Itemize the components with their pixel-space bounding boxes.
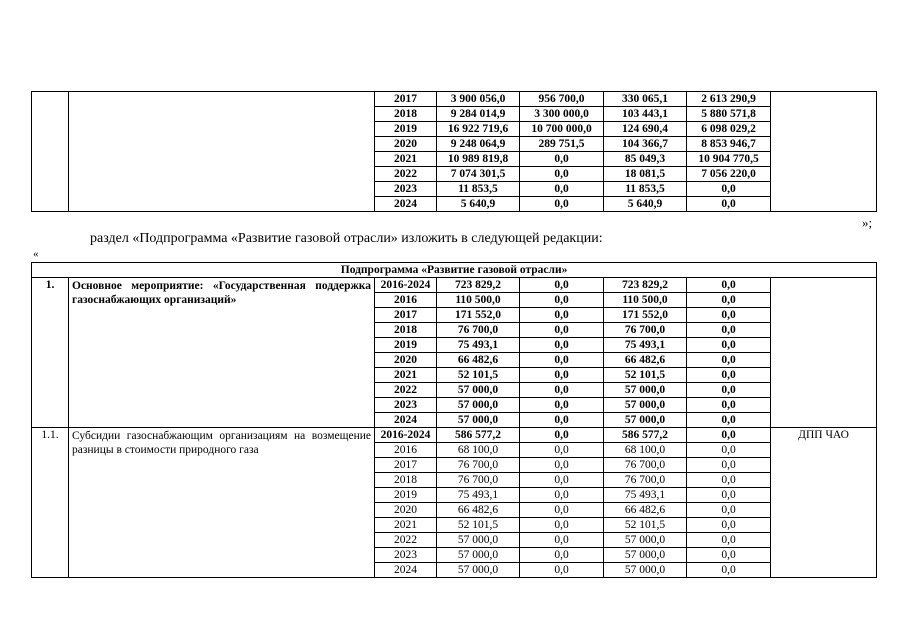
item-number: 1.1. [32, 428, 69, 578]
year-cell: 2021 [375, 152, 437, 167]
fund-cell: 0,0 [520, 398, 604, 413]
fund-cell: 85 049,3 [604, 152, 687, 167]
item-name: Субсидии газоснабжающим организациям на возмещение разницы в стоимости природного газа [69, 428, 375, 578]
subprogram-title-row [32, 263, 877, 278]
fund-cell: 0,0 [687, 473, 771, 488]
year-cell: 2020 [375, 137, 437, 152]
amendment-paragraph: раздел «Подпрограмма «Развитие газовой отрасли» изложить в следующей редакции: [90, 231, 603, 246]
year-cell: 2024 [375, 413, 437, 428]
fund-cell: 0,0 [520, 443, 604, 458]
year-cell: 2019 [375, 488, 437, 503]
total-cell: 16 922 719,6 [437, 122, 520, 137]
fund-cell: 0,0 [520, 167, 604, 182]
fund-cell: 0,0 [520, 338, 604, 353]
fund-cell: 57 000,0 [604, 383, 687, 398]
fund-cell: 0,0 [520, 293, 604, 308]
table-row [32, 92, 877, 107]
year-cell: 2016-2024 [375, 428, 437, 443]
fund-cell: 75 493,1 [604, 338, 687, 353]
fund-cell: 0,0 [687, 518, 771, 533]
year-cell: 2016 [375, 443, 437, 458]
subprogram-table [31, 262, 877, 578]
fund-cell: 0,0 [687, 353, 771, 368]
total-cell: 57 000,0 [437, 413, 520, 428]
fund-cell: 0,0 [687, 368, 771, 383]
total-cell: 75 493,1 [437, 338, 520, 353]
fund-cell: 104 366,7 [604, 137, 687, 152]
fund-cell: 330 065,1 [604, 92, 687, 107]
fund-cell: 75 493,1 [604, 488, 687, 503]
executor-cell [771, 92, 877, 212]
total-cell: 68 100,0 [437, 443, 520, 458]
fund-cell: 0,0 [687, 488, 771, 503]
year-cell: 2023 [375, 182, 437, 197]
fund-cell: 68 100,0 [604, 443, 687, 458]
fund-cell: 0,0 [687, 503, 771, 518]
year-cell: 2017 [375, 308, 437, 323]
name-cell [69, 92, 375, 212]
year-cell: 2021 [375, 518, 437, 533]
year-cell: 2023 [375, 548, 437, 563]
fund-cell: 76 700,0 [604, 458, 687, 473]
fund-cell: 289 751,5 [520, 137, 604, 152]
fund-cell: 0,0 [687, 458, 771, 473]
year-cell: 2024 [375, 197, 437, 212]
fund-cell: 5 640,9 [604, 197, 687, 212]
total-cell: 52 101,5 [437, 518, 520, 533]
fund-cell: 586 577,2 [604, 428, 687, 443]
fund-cell: 124 690,4 [604, 122, 687, 137]
fund-cell: 10 904 770,5 [687, 152, 771, 167]
fund-cell: 0,0 [520, 548, 604, 563]
fund-cell: 52 101,5 [604, 518, 687, 533]
fund-cell: 0,0 [520, 473, 604, 488]
year-cell: 2018 [375, 323, 437, 338]
total-cell: 7 074 301,5 [437, 167, 520, 182]
total-cell: 110 500,0 [437, 293, 520, 308]
fund-cell: 66 482,6 [604, 353, 687, 368]
total-cell: 57 000,0 [437, 383, 520, 398]
year-cell: 2020 [375, 353, 437, 368]
fund-cell: 0,0 [520, 308, 604, 323]
year-cell: 2022 [375, 167, 437, 182]
year-cell: 2020 [375, 503, 437, 518]
fund-cell: 11 853,5 [604, 182, 687, 197]
total-cell: 57 000,0 [437, 563, 520, 578]
total-cell: 723 829,2 [437, 278, 520, 293]
fund-cell: 0,0 [520, 428, 604, 443]
total-cell: 9 248 064,9 [437, 137, 520, 152]
fund-cell: 57 000,0 [604, 563, 687, 578]
fund-cell: 3 300 000,0 [520, 107, 604, 122]
number-cell [32, 92, 69, 212]
year-cell: 2016-2024 [375, 278, 437, 293]
year-cell: 2019 [375, 338, 437, 353]
fund-cell: 0,0 [687, 182, 771, 197]
fund-cell: 57 000,0 [604, 398, 687, 413]
fund-cell: 52 101,5 [604, 368, 687, 383]
fund-cell: 110 500,0 [604, 293, 687, 308]
fund-cell: 0,0 [520, 563, 604, 578]
item-name: Основное мероприятие: «Государственная поддержка газоснабжающих организаций» [69, 278, 375, 428]
year-cell: 2016 [375, 293, 437, 308]
year-cell: 2021 [375, 368, 437, 383]
fund-cell: 0,0 [687, 308, 771, 323]
fund-cell: 103 443,1 [604, 107, 687, 122]
total-cell: 76 700,0 [437, 323, 520, 338]
fund-cell: 0,0 [520, 458, 604, 473]
year-cell: 2022 [375, 383, 437, 398]
item-number: 1. [32, 278, 69, 428]
year-cell: 2023 [375, 398, 437, 413]
fund-cell: 0,0 [520, 503, 604, 518]
total-cell: 76 700,0 [437, 473, 520, 488]
year-cell: 2024 [375, 563, 437, 578]
closing-quote: »; [862, 215, 873, 230]
fund-cell: 0,0 [520, 323, 604, 338]
fund-cell: 66 482,6 [604, 503, 687, 518]
year-cell: 2017 [375, 92, 437, 107]
year-cell: 2022 [375, 533, 437, 548]
fund-cell: 0,0 [687, 197, 771, 212]
fund-cell: 0,0 [520, 197, 604, 212]
fund-cell: 0,0 [687, 413, 771, 428]
total-cell: 76 700,0 [437, 458, 520, 473]
year-cell: 2018 [375, 107, 437, 122]
total-cell: 5 640,9 [437, 197, 520, 212]
fund-cell: 7 056 220,0 [687, 167, 771, 182]
total-cell: 57 000,0 [437, 533, 520, 548]
fund-cell: 0,0 [687, 293, 771, 308]
fund-cell: 0,0 [520, 533, 604, 548]
fund-cell: 0,0 [687, 533, 771, 548]
fund-cell: 76 700,0 [604, 323, 687, 338]
fund-cell: 0,0 [520, 368, 604, 383]
total-cell: 11 853,5 [437, 182, 520, 197]
fund-cell: 18 081,5 [604, 167, 687, 182]
fund-cell: 0,0 [520, 518, 604, 533]
fund-cell: 0,0 [520, 182, 604, 197]
total-cell: 75 493,1 [437, 488, 520, 503]
total-cell: 171 552,0 [437, 308, 520, 323]
fund-cell: 8 853 946,7 [687, 137, 771, 152]
fund-cell: 0,0 [520, 488, 604, 503]
fund-cell: 0,0 [520, 383, 604, 398]
total-cell: 10 989 819,8 [437, 152, 520, 167]
fund-cell: 0,0 [520, 278, 604, 293]
fund-cell: 57 000,0 [604, 533, 687, 548]
total-cell: 66 482,6 [437, 353, 520, 368]
fund-cell: 0,0 [520, 413, 604, 428]
fund-cell: 57 000,0 [604, 413, 687, 428]
total-cell: 57 000,0 [437, 548, 520, 563]
fund-cell: 10 700 000,0 [520, 122, 604, 137]
executor-cell: ДПП ЧАО [771, 428, 877, 578]
fund-cell: 171 552,0 [604, 308, 687, 323]
opening-quote: « [33, 248, 39, 260]
fund-cell: 0,0 [520, 353, 604, 368]
top-table [31, 91, 877, 212]
year-cell: 2017 [375, 458, 437, 473]
year-cell: 2019 [375, 122, 437, 137]
fund-cell: 0,0 [687, 398, 771, 413]
fund-cell: 0,0 [687, 323, 771, 338]
fund-cell: 6 098 029,2 [687, 122, 771, 137]
fund-cell: 76 700,0 [604, 473, 687, 488]
executor-cell [771, 278, 877, 428]
fund-cell: 2 613 290,9 [687, 92, 771, 107]
fund-cell: 0,0 [520, 152, 604, 167]
total-cell: 66 482,6 [437, 503, 520, 518]
total-cell: 52 101,5 [437, 368, 520, 383]
fund-cell: 0,0 [687, 443, 771, 458]
fund-cell: 0,0 [687, 383, 771, 398]
total-cell: 57 000,0 [437, 398, 520, 413]
year-cell: 2018 [375, 473, 437, 488]
fund-cell: 57 000,0 [604, 548, 687, 563]
fund-cell: 5 880 571,8 [687, 107, 771, 122]
fund-cell: 0,0 [687, 338, 771, 353]
fund-cell: 0,0 [687, 563, 771, 578]
table-row [32, 278, 877, 293]
total-cell: 9 284 014,9 [437, 107, 520, 122]
fund-cell: 0,0 [687, 428, 771, 443]
subprogram-title: Подпрограмма «Развитие газовой отрасли» [32, 263, 877, 278]
total-cell: 3 900 056,0 [437, 92, 520, 107]
total-cell: 586 577,2 [437, 428, 520, 443]
fund-cell: 0,0 [687, 278, 771, 293]
fund-cell: 0,0 [687, 548, 771, 563]
fund-cell: 956 700,0 [520, 92, 604, 107]
fund-cell: 723 829,2 [604, 278, 687, 293]
table-row [32, 428, 877, 443]
